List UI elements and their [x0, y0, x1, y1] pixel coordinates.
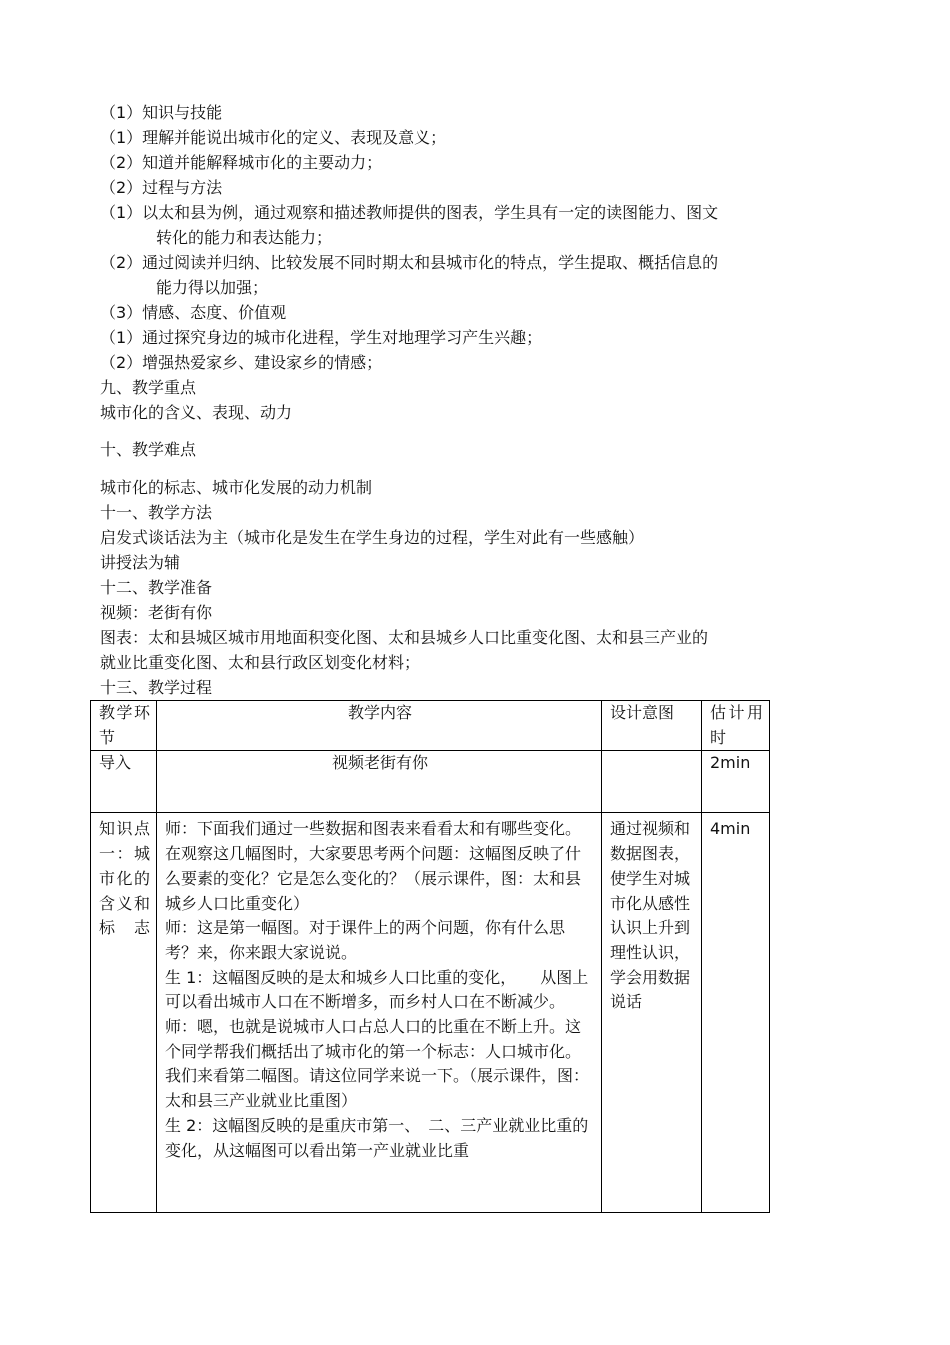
header-stage: 教学环节: [91, 701, 157, 751]
table-row: [91, 813, 770, 1213]
objective-knowledge-heading: （1）知识与技能: [100, 103, 223, 122]
objective-attitude-heading: （3）情感、态度、价值观: [100, 303, 287, 322]
row-intro-time: 2min: [702, 751, 770, 813]
section10-body: 城市化的标志、城市化发展的动力机制: [100, 478, 373, 497]
section9-body: 城市化的含义、表现、动力: [100, 403, 293, 422]
section12-title: 十二、教学准备: [100, 578, 213, 597]
section12-video: 视频：老街有你: [100, 603, 213, 622]
row-intro-stage: 导入: [91, 751, 157, 813]
objective-knowledge-item-1: （1）理解并能说出城市化的定义、表现及意义；: [100, 128, 447, 147]
section11-line-1: 启发式谈话法为主（城市化是发生在学生身边的过程，学生对此有一些感触）: [100, 528, 645, 547]
section9-title: 九、教学重点: [100, 378, 197, 397]
table-header-row: [91, 701, 770, 751]
content-paragraph: 师：下面我们通过一些数据和图表来看看太和有哪些变化。在观察这几幅图时，大家要思考两个问题：这幅图反映了什么要素的变化？它是怎么变化的？（展示课件，图：太和县城乡人口比重变化）: [165, 819, 582, 913]
objective-process-item-2-line-1: （2）通过阅读并归纳、比较发展不同时期太和县城市化的特点，学生提取、概括信息的: [100, 253, 719, 272]
content-paragraph: 生 2：这幅图反映的是重庆市第一、 二、三产业就业比重的变化，从这幅图可以看出第一产业就业比重: [165, 1115, 589, 1160]
row-knowledge-stage: 知识点一：城市化的含义和标志: [91, 813, 157, 1213]
row-intro-content: 视频老街有你: [157, 751, 602, 813]
content-paragraph: 师：这是第一幅图。对于课件上的两个问题，你有什么思考？来，你来跟大家说说。: [165, 918, 566, 962]
objective-process-heading: （2）过程与方法: [100, 178, 223, 197]
objective-process-item-1-line-2: 转化的能力和表达能力；: [156, 228, 333, 247]
objective-process-item-1-line-1: （1）以太和县为例，通过观察和描述教师提供的图表，学生具有一定的读图能力、图文: [100, 203, 719, 222]
section11-line-2: 讲授法为辅: [100, 553, 181, 572]
row-knowledge-time: 4min: [702, 813, 770, 1213]
section12-charts-line-1: 图表：太和县城区城市用地面积变化图、太和县城乡人口比重变化图、太和县三产业的: [100, 628, 709, 647]
objective-attitude-item-2: （2）增强热爱家乡、建设家乡的情感；: [100, 353, 383, 372]
row-intro-intent: [602, 751, 702, 813]
objective-process-item-2-line-2: 能力得以加强；: [156, 278, 269, 297]
objective-attitude-item-1: （1）通过探究身边的城市化进程，学生对地理学习产生兴趣；: [100, 328, 543, 347]
objective-process-item-1-line-2-wrap: [100, 226, 800, 250]
section13-title: 十三、教学过程: [100, 678, 213, 697]
objective-knowledge-item-2: （2）知道并能解释城市化的主要动力；: [100, 153, 383, 172]
content-paragraph: 生 1：这幅图反映的是太和城乡人口比重的变化， 从图上可以看出城市人口在不断增多，而乡村人口在不断减少。: [165, 967, 589, 1012]
header-intent: 设计意图: [602, 701, 702, 751]
row-knowledge-content: [157, 813, 602, 1213]
section11-title: 十一、教学方法: [100, 503, 213, 522]
section12-charts-line-2: 就业比重变化图、太和县行政区划变化材料；: [100, 653, 421, 672]
section10-title: 十、教学难点: [100, 440, 197, 459]
content-paragraph: 师：嗯，也就是说城市人口占总人口的比重在不断上升。这个同学帮我们概括出了城市化的第一个标志：人口城市化。我们来看第二幅图。请这位同学来说一下。（展示课件，图：太和县三产业就业比重图）: [165, 1017, 590, 1111]
objective-process-item-2-line-2-wrap: [100, 276, 800, 300]
table-row: [91, 751, 770, 813]
header-time: 估计用时: [702, 701, 770, 751]
row-knowledge-intent: 通过视频和数据图表，使学生对城市化从感性认识上升到理性认识，学会用数据说话: [602, 813, 702, 1213]
teaching-process-table: [90, 700, 770, 1213]
header-content: 教学内容: [157, 701, 602, 751]
